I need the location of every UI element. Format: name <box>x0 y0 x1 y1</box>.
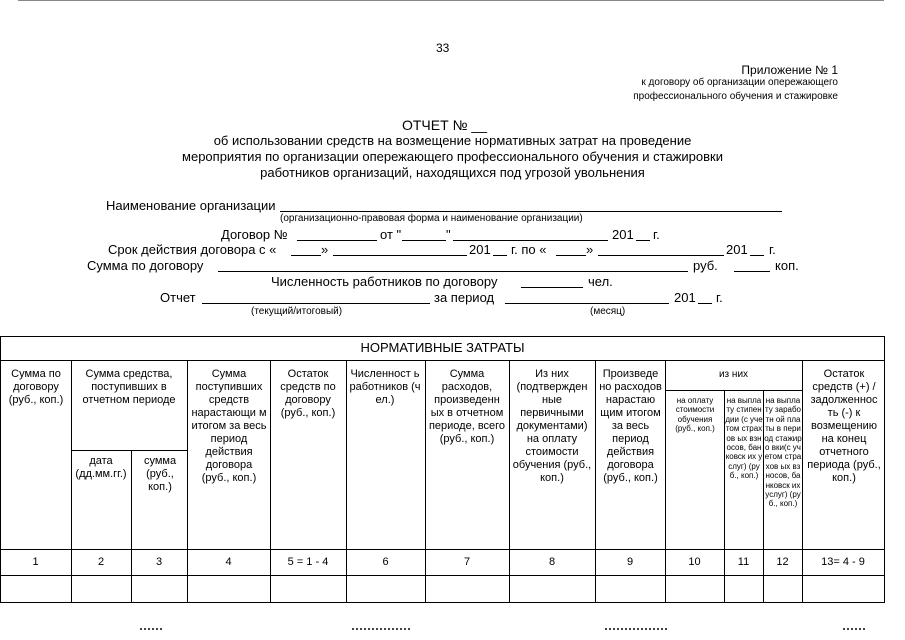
scan-edge-line <box>18 0 884 1</box>
contract-day-line <box>402 240 446 241</box>
report-type-caption: (текущий/итоговый) <box>251 306 343 317</box>
sum-rub-line <box>218 271 688 272</box>
term-label: Срок действия договора с « <box>108 242 277 257</box>
appendix-line-1: Приложение № 1 <box>741 63 838 77</box>
col-header-7: Сумма расходов, произведенн ых в отчетном периоде, всего (руб., коп.) <box>428 368 506 445</box>
term-g-po: г. по « <box>511 242 547 257</box>
col-num-1: 1 <box>32 556 39 568</box>
appendix-line-3: профессионального обучения и стажировке <box>633 91 838 102</box>
contract-quote: " <box>446 227 451 242</box>
term-close: » <box>321 242 329 257</box>
org-caption: (организационно-правовая форма и наименование организации) <box>280 213 583 224</box>
col-header-9: Произведе но расходов нарастаю щим итогом за весь период действия договора (руб., коп.) <box>599 368 662 484</box>
col-header-10: на оплату стоимости обучения (руб., коп.) <box>675 396 715 434</box>
scan-artifact <box>352 628 410 630</box>
title-line-3: мероприятия по организации опережающего профессионального обучения и стажировки <box>182 149 723 164</box>
report-type-line <box>202 303 430 304</box>
col-num-4: 4 <box>225 556 232 568</box>
col-num-10: 10 <box>688 556 701 568</box>
col-header-10-12: из них <box>718 369 749 380</box>
term-close-2: » <box>586 242 594 257</box>
col-num-11: 11 <box>737 556 750 568</box>
col-header-3: сумма (руб., коп.) <box>143 455 177 493</box>
report-month-line <box>505 303 669 304</box>
col-num-13: 13= 4 - 9 <box>821 556 865 568</box>
col-header-8: Из них (подтвержден ные первичными документами) на оплату стоимости обучения (руб., коп.) <box>512 368 592 484</box>
report-period: за период <box>434 290 495 305</box>
term-year-b-line <box>750 255 764 256</box>
scan-artifact <box>605 628 669 630</box>
contract-year: 201 <box>612 227 634 242</box>
headcount-line <box>521 287 583 288</box>
term-year-a: 201 <box>469 242 491 257</box>
org-underline <box>280 211 782 212</box>
page-number: 33 <box>436 41 450 55</box>
scan-artifact <box>140 628 162 630</box>
sum-label: Сумма по договору <box>87 258 204 273</box>
col-header-5: Остаток средств по договору (руб., коп.) <box>280 368 336 419</box>
contract-g: г. <box>653 227 660 242</box>
appendix-line-2: к договору об организации опережающего <box>641 77 838 88</box>
contract-month-line <box>453 240 608 241</box>
contract-label: Договор № <box>221 227 288 242</box>
org-label: Наименование организации <box>106 198 276 213</box>
contract-number-line <box>297 240 377 241</box>
sum-kop: коп. <box>775 258 799 273</box>
col-header-2: дата (дд.мм.гг.) <box>75 455 127 480</box>
scan-artifact <box>843 628 865 630</box>
col-num-12: 12 <box>776 556 789 568</box>
col-header-4: Сумма поступивших средств нарастающи м итогом за весь период действия договора (руб., коп.) <box>191 368 267 484</box>
col-num-2: 2 <box>97 556 105 568</box>
title-line-2: об использовании средств на возмещение нормативных затрат на проведение <box>213 133 692 148</box>
col-num-8: 8 <box>548 556 556 568</box>
col-header-2-3: Сумма средства, поступивших в отчетном периоде <box>82 368 176 406</box>
term-month-line <box>333 255 467 256</box>
title-line-4: работников организаций, находящихся под угрозой увольнения <box>260 165 645 180</box>
term-year-b: 201 <box>726 242 748 257</box>
report-title: ОТЧЕТ № __ <box>401 117 488 133</box>
month-caption: (месяц) <box>590 306 626 317</box>
term-g: г. <box>769 242 776 257</box>
contract-from: от " <box>380 227 402 242</box>
contract-year-line <box>636 240 650 241</box>
term-day2-line <box>556 255 586 256</box>
term-day-line <box>291 255 321 256</box>
col-num-9: 9 <box>626 556 634 568</box>
sum-rub: руб. <box>693 258 718 273</box>
report-year-line <box>698 303 712 304</box>
col-header-1: Сумма по договору (руб., коп.) <box>8 368 64 406</box>
report-label: Отчет <box>160 290 196 305</box>
headcount-unit: чел. <box>588 274 613 289</box>
col-num-5: 5 = 1 - 4 <box>287 556 329 568</box>
term-month2-line <box>598 255 724 256</box>
col-header-6: Численност ь работников (чел.) <box>349 368 421 406</box>
col-num-7: 7 <box>463 556 471 568</box>
headcount-label: Численность работников по договору <box>271 274 498 289</box>
col-header-11: на выплату стипендии (с учетом страхов ых взносов, банковск их услуг) (руб., коп.) <box>725 396 763 481</box>
sum-kop-line <box>734 271 770 272</box>
report-g: г. <box>716 290 723 305</box>
term-year-a-line <box>493 255 507 256</box>
table-header: НОРМАТИВНЫЕ ЗАТРАТЫ <box>360 340 525 355</box>
col-num-3: 3 <box>155 556 163 568</box>
col-num-6: 6 <box>382 556 389 568</box>
col-header-12: на выплату заработн ой платы в период стажиро вки(с учетом страхов ых взносов, банковск их услуг) (руб., коп.) <box>764 396 802 509</box>
col-header-13: Остаток средств (+) / задолженнос ть (-) к возмещению на конец отчетного периода (руб., коп.) <box>807 368 881 484</box>
report-year: 201 <box>674 290 696 305</box>
